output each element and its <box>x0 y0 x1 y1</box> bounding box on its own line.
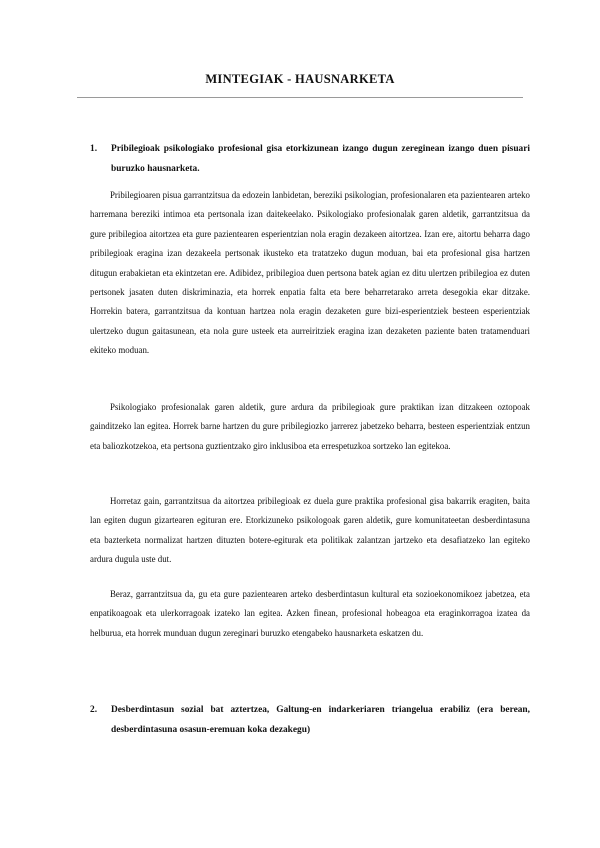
section-1-paragraph-2: Psikologiako profesionalak garen aldetik, gure ardura da pribilegioak gure praktikan izan ditzakeen oztopoak gainditzeko lan egitea. Horrek barne hartzen du gure pribilegiozko jarrerez jabetzeko beharra, besteen esperientziak entzun eta baliozkotzekoa, eta pertsona guztientzako giro inklusiboa eta errespetuzkoa sortzeko lan egitekoa. <box>90 402 530 451</box>
section-2-heading-text: Desberdintasun sozial bat aztertzea, Galtung-en indarkeriaren triangelua erabiliz (era berean, desberdintasuna osasun-eremuan koka dezakegu) <box>111 705 530 735</box>
section-2-heading <box>90 700 530 740</box>
section-1-paragraph-4: Beraz, garrantzitsua da, gu eta gure pazientearen arteko desberdintasun kultural eta sozioekonomikoez jabetzea, eta enpatikoagoak eta ulerkorragoak izateko lan egitea. Azken finean, profesional hobeagoa eta eraginkorragoa izatea da helburua, eta horrek munduan dugun zereginari buruzko etengabeko hausnarketa eskatzen du. <box>90 589 530 638</box>
title-divider <box>77 97 523 98</box>
section-1-heading <box>90 139 530 179</box>
section-1-paragraph-1: Pribilegioaren pisua garrantzitsua da edozein lanbidetan, bereziki psikologian, profesionalaren eta pazientearen arteko harremana bereziki intimoa eta pertsonala izan daitekeelako. Psikologiako profesionalak garen aldetik, garrantzitsua da gure pribilegioa aitortzea eta gure pazientearen esperientzian nola eragin dezakeen aitortzea. Izan ere, aitortu beharra dago pribilegioak eragina izan dezakeela pertsonak ikusteko eta tratatzeko dugun moduan, bai eta profesional gisa hartzen ditugun erabakietan eta ekintzetan ere. Adibidez, pribilegioa duen pertsona batek agian ez ditu ulertzen pribilegioa ez duten pertsonek jasaten duten diskriminazia, eta horrek enpatia falta eta bere beharretarako arreta desegokia ekar ditzake. Horrekin batera, garrantzitsua da kontuan hartzea nola eragin dezaketen gure bizi-esperientziek besteen esperientziak ulertzeko dugun gaitasunean, eta nola gure usteek eta aurreiritziek eragina izan dezaketen paziente baten tratamenduari ekiteko moduan. <box>90 190 530 356</box>
section-1-paragraph-3: Horretaz gain, garrantzitsua da aitortzea pribilegioak ez duela gure praktika profesional gisa bakarrik eragiten, baita lan egiten dugun gizartearen egituran ere. Etorkizuneko psikologoak garen aldetik, gure komunitateetan desberdintasuna eta bazterketa normalizat hartzen dituzten botere-egiturak eta politikak zalantzan jartzeko eta desafiatzeko lan egiteko ardura dugula uste dut. <box>90 496 530 565</box>
section-1-number: 1. <box>90 144 98 154</box>
page-title: MINTEGIAK - HAUSNARKETA <box>205 72 395 86</box>
section-1-heading-text: Pribilegioak psikologiako profesional gisa etorkizunean izango dugun zereginean izango duen pisuari buruzko hausnarketa. <box>111 144 530 174</box>
section-2-number: 2. <box>90 705 98 715</box>
